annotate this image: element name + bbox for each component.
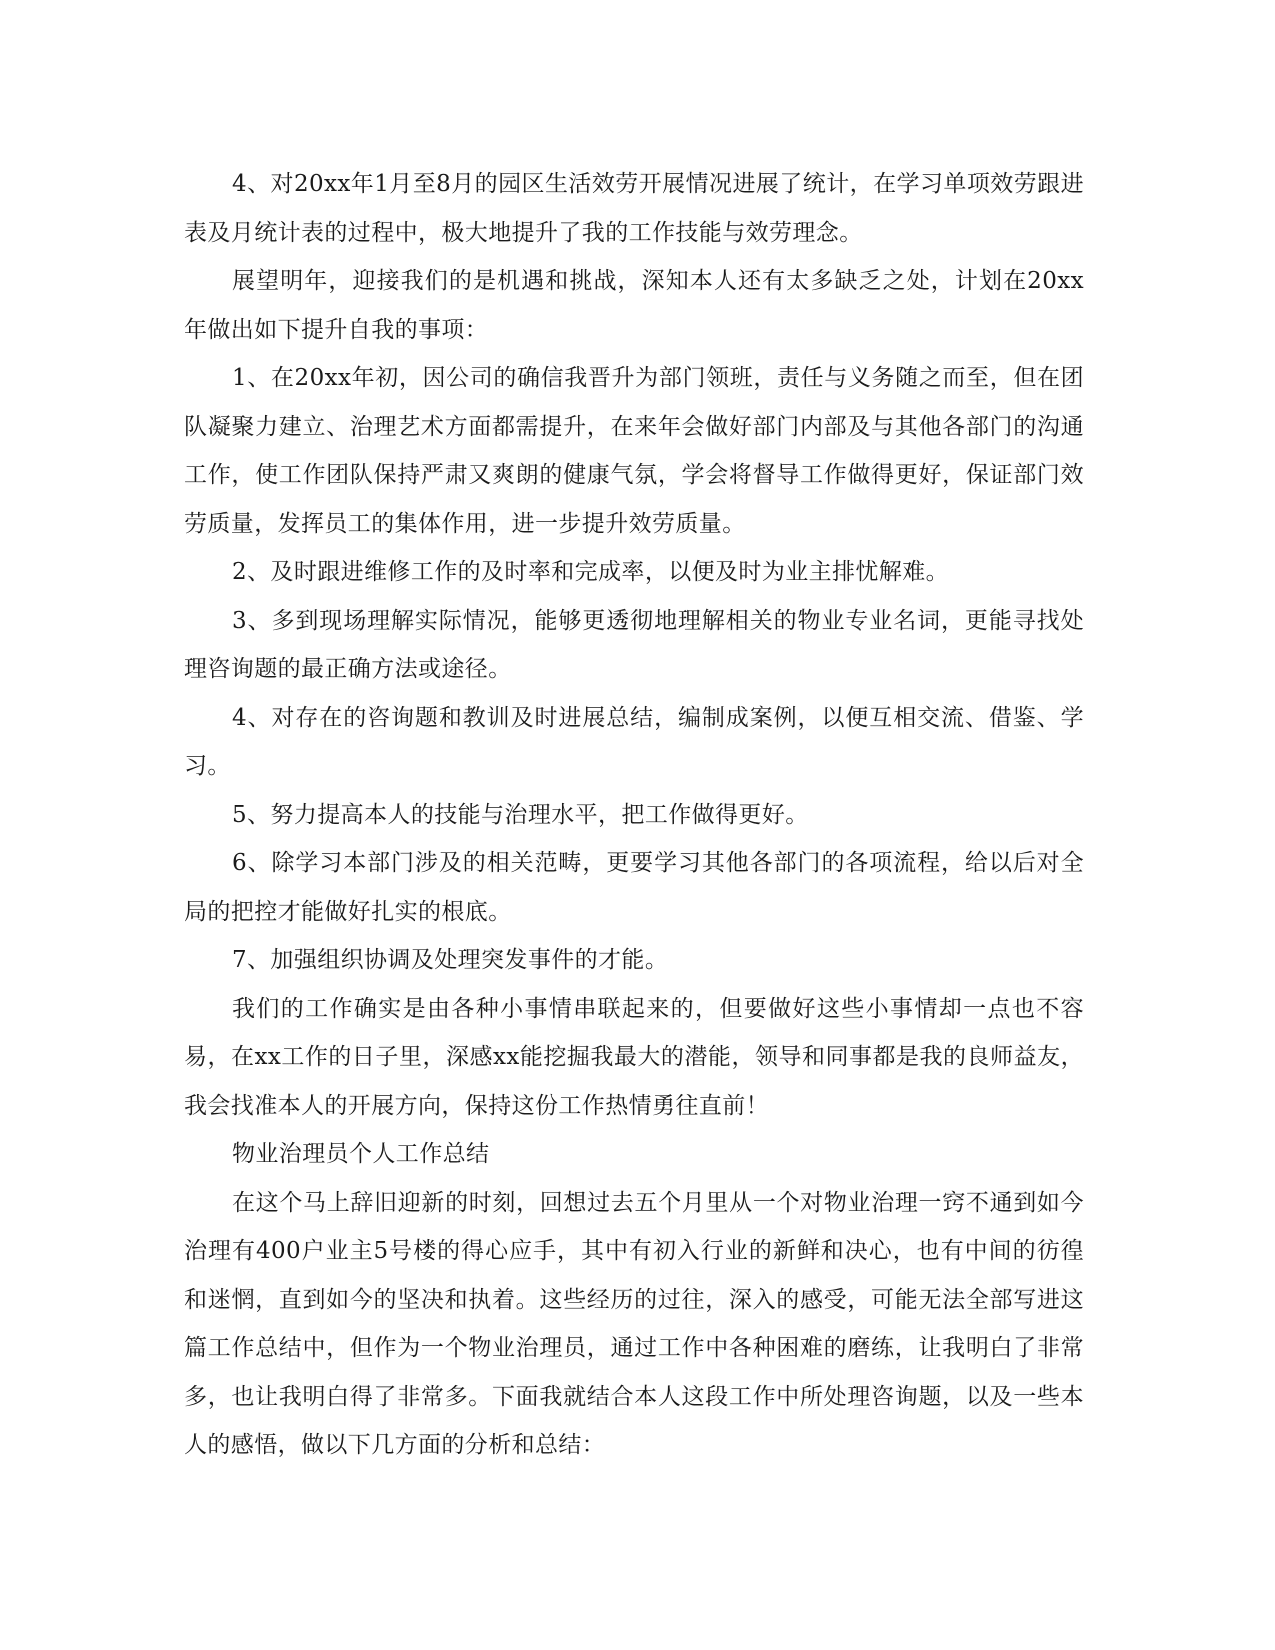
paragraph-intro: 在这个马上辞旧迎新的时刻，回想过去五个月里从一个对物业治理一窍不通到如今治理有400户业主5号楼的得心应手，其中有初入行业的新鲜和决心，也有中间的彷徨和迷惘，直到如今的坚决和执着。这些经历的过往，深入的感受，可能无法全部写进这篇工作总结中，但作为一个物业治理员，通过工作中各种困难的磨练，让我明白了非常多，也让我明白得了非常多。下面我就结合本人这段工作中所处理咨询题，以及一些本人的感悟，做以下几方面的分析和总结： [184,1189,1084,1458]
paragraph-item-5: 5、努力提高本人的技能与治理水平，把工作做得更好。 [232,801,809,828]
paragraph-item-3: 3、多到现场理解实际情况，能够更透彻地理解相关的物业专业名词，更能寻找处理咨询题的最正确方法或途径。 [184,607,1084,682]
paragraph-service-statistics: 4、对20xx年1月至8月的园区生活效劳开展情况进展了统计，在学习单项效劳跟进表及月统计表的过程中，极大地提升了我的工作技能与效劳理念。 [184,171,1084,246]
paragraph-conclusion: 我们的工作确实是由各种小事情串联起来的，但要做好这些小事情却一点也不容易，在xx工作的日子里，深感xx能挖掘我最大的潜能，领导和同事都是我的良师益友，我会找准本人的开展方向，保持这份工作热情勇往直前！ [184,995,1084,1119]
paragraph-item-7: 7、加强组织协调及处理突发事件的才能。 [232,947,669,973]
paragraph-item-4: 4、对存在的咨询题和教训及时进展总结，编制成案例，以便互相交流、借鉴、学习。 [184,704,1084,779]
section-heading: 物业治理员个人工作总结 [232,1141,490,1167]
paragraph-outlook: 展望明年，迎接我们的是机遇和挑战，深知本人还有太多缺乏之处，计划在20xx年做出如下提升自我的事项： [184,268,1084,343]
paragraph-item-1: 1、在20xx年初，因公司的确信我晋升为部门领班，责任与义务随之而至，但在团队凝聚力建立、治理艺术方面都需提升，在来年会做好部门内部及与其他各部门的沟通工作，使工作团队保持严肃又爽朗的健康气氛，学会将督导工作做得更好，保证部门效劳质量，发挥员工的集体作用，进一步提升效劳质量。 [184,365,1084,537]
document-body [184,160,1084,1470]
paragraph-item-2: 2、及时跟进维修工作的及时率和完成率，以便及时为业主排忧解难。 [232,559,950,585]
paragraph-item-6: 6、除学习本部门涉及的相关范畴，更要学习其他各部门的各项流程，给以后对全局的把控才能做好扎实的根底。 [184,850,1084,925]
